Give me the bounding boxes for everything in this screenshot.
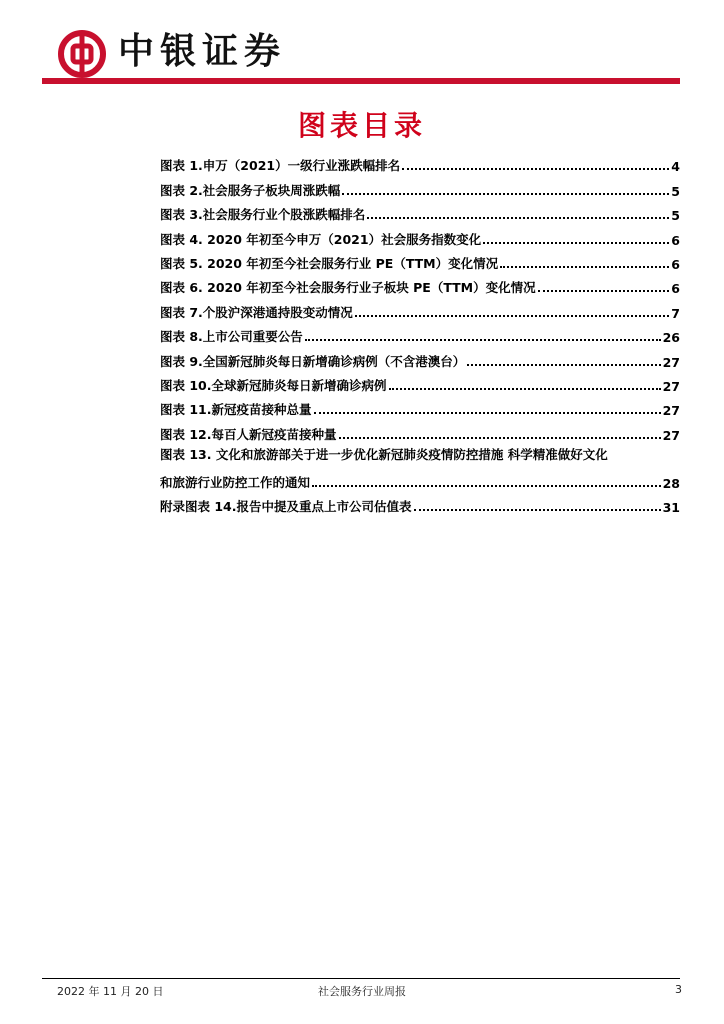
toc-entry-7[interactable] xyxy=(160,296,680,320)
toc-leader-dots xyxy=(355,314,669,317)
toc-leader-dots xyxy=(467,363,660,366)
toc-entry-page: 6 xyxy=(671,232,680,248)
toc-entry-11[interactable] xyxy=(160,394,680,418)
toc-leader-dots xyxy=(389,387,661,390)
toc-entry-1[interactable] xyxy=(160,150,680,174)
toc-leader-dots xyxy=(500,265,669,268)
toc-entry-label: 图表 2.社会服务子板块周涨跌幅 xyxy=(160,182,341,198)
footer-date: 2022 年 11 月 20 日 xyxy=(57,985,164,998)
toc-entry-page: 6 xyxy=(671,256,680,272)
toc-entry-8[interactable] xyxy=(160,321,680,345)
footer-divider xyxy=(42,978,680,979)
toc-entry-12[interactable] xyxy=(160,418,680,442)
footer-report-title: 社会服务行业周报 xyxy=(318,985,406,998)
toc-entry-3[interactable] xyxy=(160,199,680,223)
toc-entry-9[interactable] xyxy=(160,345,680,369)
toc-entry-label: 图表 4. 2020 年初至今申万（2021）社会服务指数变化 xyxy=(160,231,482,247)
toc-entry-page: 26 xyxy=(662,330,680,346)
header-divider xyxy=(42,78,680,84)
toc-entry-label: 图表 5. 2020 年初至今社会服务行业 PE（TTM）变化情况 xyxy=(160,255,499,271)
toc-entry-page: 31 xyxy=(662,500,680,516)
toc-entry-2[interactable] xyxy=(160,174,680,198)
toc-entry-page: 27 xyxy=(662,403,680,419)
toc-entry-13[interactable] xyxy=(160,443,680,491)
toc-leader-dots xyxy=(339,436,661,439)
toc-entry-page: 28 xyxy=(662,475,680,491)
toc-entry-page: 4 xyxy=(671,159,680,175)
toc-entry-5[interactable] xyxy=(160,248,680,272)
toc-entry-10[interactable] xyxy=(160,370,680,394)
toc-entry-14[interactable] xyxy=(160,491,680,515)
toc-entry-label: 附录图表 14.报告中提及重点上市公司估值表 xyxy=(160,499,412,515)
toc-entry-label: 图表 8.上市公司重要公告 xyxy=(160,329,303,345)
toc-leader-dots xyxy=(538,289,670,292)
toc-entry-page: 27 xyxy=(662,378,680,394)
toc-leader-dots xyxy=(312,484,661,487)
toc-leader-dots xyxy=(305,338,661,341)
page-header xyxy=(0,0,724,90)
toc-leader-dots xyxy=(402,167,669,170)
toc-entry-page: 5 xyxy=(671,183,680,199)
toc-entry-page: 27 xyxy=(662,427,680,443)
toc-entry-label: 图表 9.全国新冠肺炎每日新增确诊病例（不含港澳台） xyxy=(160,353,466,369)
toc-entry-label: 图表 6. 2020 年初至今社会服务行业子板块 PE（TTM）变化情况 xyxy=(160,280,536,296)
toc-leader-dots xyxy=(483,241,669,244)
toc-leader-dots xyxy=(367,216,669,219)
toc-entry-label-cont: 和旅游行业防控工作的通知 xyxy=(160,474,311,490)
brand-name: 中银证券 xyxy=(118,31,287,72)
toc-entry-label: 图表 11.新冠疫苗接种总量 xyxy=(160,402,312,418)
footer-page-number: 3 xyxy=(675,983,682,996)
toc-leader-dots xyxy=(314,411,661,414)
toc-entry-page: 27 xyxy=(662,354,680,370)
toc-entry-label: 图表 10.全球新冠肺炎每日新增确诊病例 xyxy=(160,377,387,393)
toc-entry-6[interactable] xyxy=(160,272,680,296)
toc-entry-page: 5 xyxy=(671,208,680,224)
toc-entry-page: 6 xyxy=(671,281,680,297)
table-of-figures xyxy=(160,150,680,515)
toc-entry-label: 图表 12.每百人新冠疫苗接种量 xyxy=(160,426,337,442)
toc-entry-label: 图表 1.申万（2021）一级行业涨跌幅排名 xyxy=(160,158,401,174)
toc-entry-page: 7 xyxy=(671,305,680,321)
toc-leader-dots xyxy=(414,508,661,511)
toc-entry-label: 图表 7.个股沪深港通持股变动情况 xyxy=(160,304,353,320)
toc-leader-dots xyxy=(342,192,669,195)
toc-entry-label: 图表 3.社会服务行业个股涨跌幅排名 xyxy=(160,207,366,223)
bank-of-china-logo-icon xyxy=(58,30,106,78)
toc-entry-label: 图表 13. 文化和旅游部关于进一步优化新冠肺炎疫情防控措施 科学精准做好文化 xyxy=(160,446,608,462)
toc-title: 图表目录 xyxy=(297,109,426,142)
toc-entry-4[interactable] xyxy=(160,223,680,247)
